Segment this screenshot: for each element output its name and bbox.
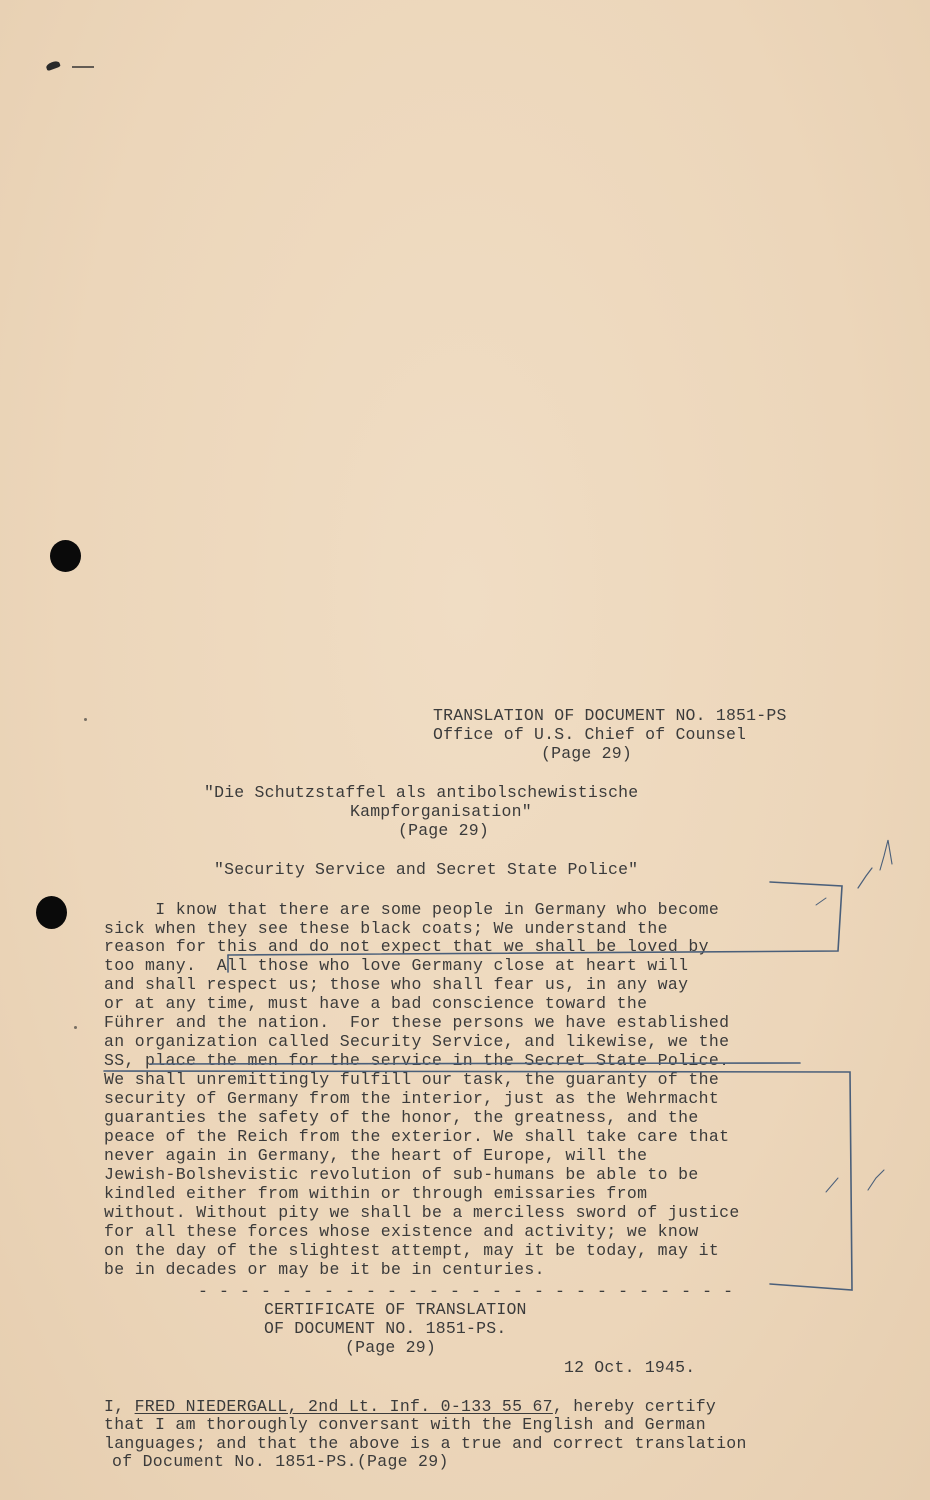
certificate-statement-line2: that I am thoroughly conversant with the English and German bbox=[104, 1415, 706, 1434]
body-line: without. Without pity we shall be a merciless sword of justice bbox=[104, 1203, 740, 1222]
certificate-statement-line4: of Document No. 1851-PS.(Page 29) bbox=[112, 1452, 449, 1471]
body-line: Führer and the nation. For these persons we have established bbox=[104, 1013, 730, 1032]
separator-dashes: - - - - - - - - - - - - - - - - - - - - - - - - - - bbox=[198, 1282, 734, 1301]
body-line: SS, place the men for the service in the Secret State Police. bbox=[104, 1051, 730, 1070]
translation-title: TRANSLATION OF DOCUMENT NO. 1851-PS bbox=[433, 706, 787, 725]
statement-prefix: I, bbox=[104, 1397, 135, 1416]
section-heading: "Security Service and Secret State Police" bbox=[214, 860, 639, 879]
source-page-number: (Page 29) bbox=[398, 821, 489, 840]
body-line: sick when they see these black coats; We understand the bbox=[104, 919, 668, 938]
body-line: be in decades or may be it be in centuries. bbox=[104, 1260, 545, 1279]
statement-line1-rest: , hereby certify bbox=[552, 1397, 717, 1416]
body-line: guaranties the safety of the honor, the greatness, and the bbox=[104, 1108, 699, 1127]
certificate-statement-line3: languages; and that the above is a true and correct translation bbox=[104, 1434, 747, 1453]
body-line: never again in Germany, the heart of Europe, will the bbox=[104, 1146, 648, 1165]
body-line: too many. All those who love Germany close at heart will bbox=[104, 956, 689, 975]
body-line: peace of the Reich from the exterior. We shall take care that bbox=[104, 1127, 730, 1146]
body-line: on the day of the slightest attempt, may it be today, may it bbox=[104, 1241, 720, 1260]
header-page-number: (Page 29) bbox=[541, 744, 632, 763]
office-line: Office of U.S. Chief of Counsel bbox=[433, 725, 747, 744]
body-line: for all these forces whose existence and activity; we know bbox=[104, 1222, 699, 1241]
source-title-line1: "Die Schutzstaffel als antibolschewistische bbox=[204, 783, 639, 802]
body-line: reason for this and do not expect that we shall be loved by bbox=[104, 937, 709, 956]
body-line: Jewish-Bolshevistic revolution of sub-humans be able to be bbox=[104, 1165, 699, 1184]
body-line: I know that there are some people in Germany who become bbox=[104, 900, 720, 919]
body-line: kindled either from within or through emissaries from bbox=[104, 1184, 648, 1203]
body-line: an organization called Security Service, and likewise, we the bbox=[104, 1032, 730, 1051]
certificate-page-number: (Page 29) bbox=[345, 1338, 436, 1357]
source-title-line2: Kampforganisation" bbox=[350, 802, 532, 821]
body-line: or at any time, must have a bad conscience toward the bbox=[104, 994, 648, 1013]
certificate-title: CERTIFICATE OF TRANSLATION bbox=[264, 1300, 527, 1319]
certificate-statement-line1 bbox=[104, 1397, 716, 1416]
body-line: and shall respect us; those who shall fear us, in any way bbox=[104, 975, 689, 994]
body-line: security of Germany from the interior, just as the Wehrmacht bbox=[104, 1089, 720, 1108]
certificate-document: OF DOCUMENT NO. 1851-PS. bbox=[264, 1319, 507, 1338]
body-line: We shall unremittingly fulfill our task, the guaranty of the bbox=[104, 1070, 720, 1089]
translator-name: FRED NIEDERGALL, 2nd Lt. Inf. 0-133 55 67 bbox=[134, 1397, 553, 1416]
certificate-date: 12 Oct. 1945. bbox=[564, 1358, 696, 1377]
